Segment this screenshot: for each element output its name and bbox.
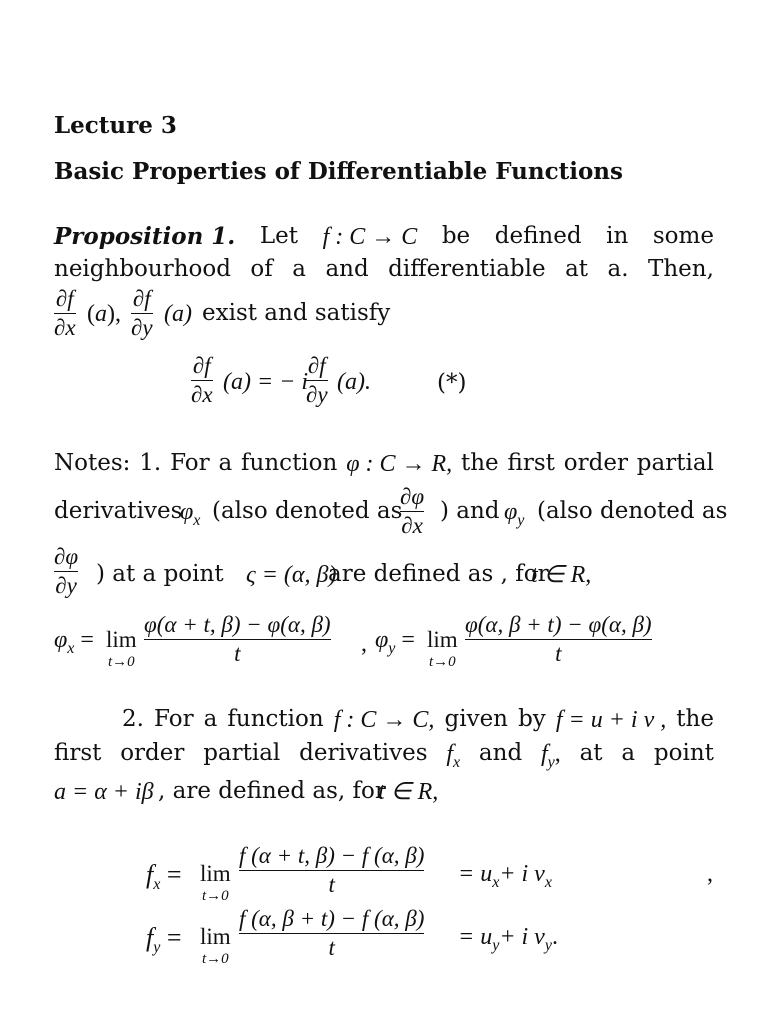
fraction-fy <box>239 906 424 962</box>
f-y: $f_y$, <box>540 741 561 771</box>
and-word: ) and <box>440 498 500 524</box>
numerator: f (α + t, β) − f (α, β) <box>239 843 425 868</box>
word: and <box>325 256 369 282</box>
numerator: f (α, β + t) − f (α, β) <box>239 906 425 931</box>
lim-subscript: t→0 <box>108 654 135 670</box>
fx-rhs: = $u_x+ i$ $v_x$ <box>458 861 552 891</box>
point-value: ς = (α, β) <box>246 562 337 588</box>
limit-2 <box>427 628 458 670</box>
word: 1. <box>139 450 162 476</box>
word: defined <box>494 223 582 249</box>
word: be <box>441 223 471 249</box>
word: Let <box>259 223 299 249</box>
word: partial <box>636 450 714 476</box>
word: point <box>653 740 714 766</box>
denominator: ∂y <box>55 573 77 599</box>
word: a <box>203 706 218 732</box>
word: order <box>120 740 185 766</box>
denominator: ∂x <box>54 315 76 341</box>
page-title: Basic Properties of Differentiable Functions <box>54 158 623 185</box>
fraction-df-dy <box>131 286 153 342</box>
word: order <box>563 450 628 476</box>
map-f: f : C → C <box>322 224 418 250</box>
lim-word: lim <box>427 627 458 652</box>
phi-x: $\varphi_x$ <box>180 499 201 529</box>
fraction-dphi-dx <box>400 484 424 540</box>
proposition-line-2 <box>54 258 714 281</box>
defined-as: are defined as , for <box>328 561 549 587</box>
word: the <box>460 450 499 476</box>
fy-lhs: $f_y$ = <box>146 923 182 956</box>
word: function <box>241 450 338 476</box>
at-a: (a), <box>87 301 121 327</box>
word: and <box>478 740 523 766</box>
word: by <box>518 706 546 732</box>
phi-y-lhs: $\varphi_y$ = <box>375 627 415 657</box>
denominator: ∂x <box>401 513 423 539</box>
map-phi: φ : C → R, <box>346 451 453 477</box>
word: at <box>579 740 603 766</box>
word: some <box>652 223 714 249</box>
lecture-label: Lecture 3 <box>54 112 177 139</box>
word: a. <box>607 256 629 282</box>
word: differentiable <box>388 256 546 282</box>
phi-x-lhs: $\varphi_x$ = <box>54 627 94 657</box>
denominator: ∂x <box>191 382 213 408</box>
separator-comma: , <box>361 631 367 657</box>
eq-left: (a) = − i <box>223 369 309 395</box>
numerator: ∂f <box>192 353 211 378</box>
word: first <box>507 450 555 476</box>
also-denoted-2: (also denoted as <box>537 498 728 524</box>
phi-y: $\varphi_y$ <box>504 499 525 529</box>
map-f: f : C → C, <box>333 707 435 733</box>
fraction-phi-x <box>144 612 331 668</box>
limit-1 <box>106 628 137 670</box>
proposition-label: Proposition 1. <box>54 223 236 250</box>
numerator: ∂f <box>132 286 151 311</box>
numerator: ∂φ <box>54 544 79 569</box>
lim-subscript: t→0 <box>202 951 229 967</box>
word: neighbourhood <box>54 256 231 282</box>
point-a: a = α + iβ <box>54 779 154 805</box>
word: Then, <box>648 256 714 282</box>
fy-rhs: = $u_y+ i$ $v_y$. <box>458 924 558 954</box>
lim-subscript: t→0 <box>429 654 456 670</box>
word: first <box>54 740 102 766</box>
proposition-line-1 <box>54 225 714 249</box>
numerator: ∂φ <box>400 484 425 509</box>
word: function <box>227 706 324 732</box>
defined-as-2: , are defined as, for <box>158 778 386 804</box>
t-in-r: t ∈ R, <box>531 562 592 588</box>
eq-df-dx <box>191 353 213 409</box>
limit-fx <box>200 862 231 904</box>
f-x: $f_x$ <box>446 741 461 771</box>
at-a-point: ) at a point <box>96 561 224 587</box>
word: a <box>218 450 233 476</box>
word: derivatives <box>299 740 428 766</box>
exist-text: exist and satisfy <box>202 300 391 326</box>
trailing-comma: , <box>707 861 713 887</box>
equation-tag: (*) <box>437 370 467 396</box>
note2-line-1 <box>122 708 714 732</box>
numerator: φ(α, β + t) − φ(α, β) <box>465 612 652 637</box>
fraction-dphi-dy <box>54 544 78 600</box>
numerator: ∂f <box>55 286 74 311</box>
lim-word: lim <box>200 861 231 886</box>
eq-df-dy <box>306 353 328 409</box>
word: given <box>444 706 508 732</box>
word: in <box>606 223 629 249</box>
lim-subscript: t→0 <box>202 888 229 904</box>
word: the <box>676 706 714 732</box>
word: 2. <box>122 706 144 732</box>
word: of <box>250 256 273 282</box>
fraction-df-dx <box>54 286 76 342</box>
word: For <box>154 706 194 732</box>
at-a-2: (a) <box>164 301 192 327</box>
denominator: t <box>234 641 241 667</box>
fx-lhs: $f_x$ = <box>146 860 182 893</box>
denominator: t <box>328 935 335 961</box>
notes-line-1 <box>54 452 714 476</box>
also-denoted-1: (also denoted as <box>212 498 403 524</box>
word: For <box>170 450 210 476</box>
denominator: ∂y <box>131 315 153 341</box>
fraction-fx <box>239 843 424 899</box>
word: a <box>292 256 306 282</box>
lim-word: lim <box>200 924 231 949</box>
lim-word: lim <box>106 627 137 652</box>
f-equals-u-iv: f = u + i v , <box>555 707 667 733</box>
fraction-phi-y <box>465 612 652 668</box>
word: partial <box>203 740 281 766</box>
denominator: t <box>328 872 335 898</box>
word: a <box>621 740 636 766</box>
denominator: ∂y <box>306 382 328 408</box>
t-in-r-2: t ∈ R, <box>378 779 439 805</box>
note2-line-2 <box>54 742 714 771</box>
numerator: ∂f <box>307 353 326 378</box>
limit-fy <box>200 925 231 967</box>
denominator: t <box>555 641 562 667</box>
word: Notes: <box>54 450 131 476</box>
word: at <box>565 256 589 282</box>
numerator: φ(α + t, β) − φ(α, β) <box>144 612 331 637</box>
eq-right: (a). <box>337 369 371 395</box>
derivatives-word: derivatives <box>54 498 183 524</box>
